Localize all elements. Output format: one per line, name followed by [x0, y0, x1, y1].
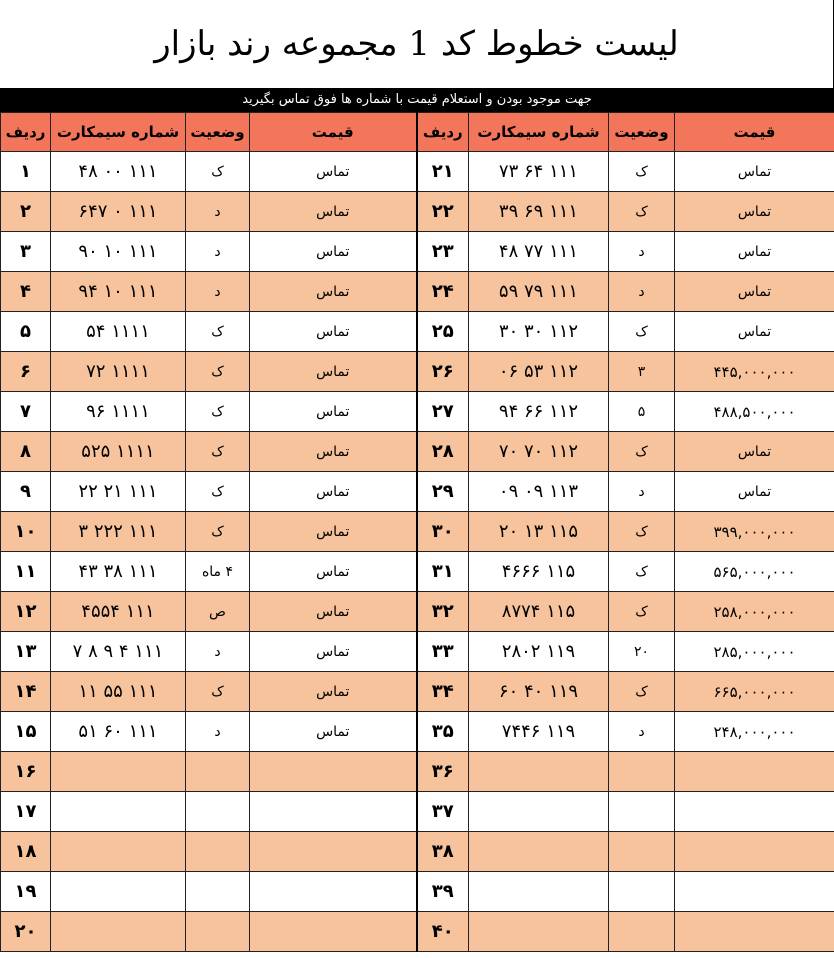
- cell-index: ۳۹: [417, 872, 469, 912]
- cell-index: ۲۰: [1, 912, 51, 952]
- contact-note: جهت موجود بودن و استعلام قیمت با شماره ها فوق تماس بگیرید: [0, 88, 834, 112]
- cell-status: ک: [609, 312, 675, 352]
- cell-price: تماس: [250, 672, 417, 712]
- cell-number: [51, 792, 186, 832]
- cell-status: د: [609, 712, 675, 752]
- cell-number: ۱۱۱ ۱۰ ۹۰: [51, 232, 186, 272]
- cell-price: [250, 912, 417, 952]
- cell-number: [469, 792, 609, 832]
- table-row: [1, 592, 834, 632]
- cell-status: [609, 912, 675, 952]
- cell-number: [51, 752, 186, 792]
- cell-index: ۳۳: [417, 632, 469, 672]
- cell-index: ۱۷: [1, 792, 51, 832]
- cell-number: ۱۱۵ ۸۷۷۴: [469, 592, 609, 632]
- column-header-index-right: ردیف: [417, 113, 469, 152]
- cell-status: ک: [186, 312, 250, 352]
- cell-index: ۵: [1, 312, 51, 352]
- cell-index: ۳۸: [417, 832, 469, 872]
- cell-price: تماس: [250, 632, 417, 672]
- column-header-status-right: وضعیت: [609, 113, 675, 152]
- cell-status: [186, 792, 250, 832]
- cell-number: [469, 752, 609, 792]
- cell-number: ۱۱۲ ۶۶ ۹۴: [469, 392, 609, 432]
- table-row: [1, 872, 834, 912]
- cell-status: ۲۰: [609, 632, 675, 672]
- cell-price: تماس: [675, 432, 834, 472]
- cell-number: ۱۱۱ ۶۰ ۵۱: [51, 712, 186, 752]
- cell-price: ۳۹۹,۰۰۰,۰۰۰: [675, 512, 834, 552]
- cell-index: ۱۵: [1, 712, 51, 752]
- cell-status: ۳: [609, 352, 675, 392]
- cell-price: تماس: [250, 552, 417, 592]
- cell-status: [186, 832, 250, 872]
- column-header-number: شماره سیمکارت: [51, 113, 186, 152]
- cell-price: [250, 872, 417, 912]
- cell-status: د: [609, 472, 675, 512]
- table-row: [1, 392, 834, 432]
- cell-status: ص: [186, 592, 250, 632]
- table-row: [1, 912, 834, 952]
- cell-index: ۲۱: [417, 152, 469, 192]
- cell-number: ۱۱۱ ۴۵۵۴: [51, 592, 186, 632]
- table-row: [1, 712, 834, 752]
- cell-status: [609, 792, 675, 832]
- table-row: [1, 832, 834, 872]
- table-row: [1, 472, 834, 512]
- cell-price: ۲۸۵,۰۰۰,۰۰۰: [675, 632, 834, 672]
- cell-price: [250, 832, 417, 872]
- cell-index: ۱۶: [1, 752, 51, 792]
- cell-number: ۱۱۱ ۳۸ ۴۳: [51, 552, 186, 592]
- table-row: [1, 432, 834, 472]
- cell-number: [51, 912, 186, 952]
- cell-price: تماس: [250, 272, 417, 312]
- cell-price: ۶۶۵,۰۰۰,۰۰۰: [675, 672, 834, 712]
- cell-price: [675, 912, 834, 952]
- cell-index: ۷: [1, 392, 51, 432]
- table-header-row: [1, 113, 834, 152]
- cell-price: تماس: [250, 232, 417, 272]
- cell-index: ۲۸: [417, 432, 469, 472]
- table-row: [1, 352, 834, 392]
- cell-status: ک: [609, 552, 675, 592]
- cell-price: تماس: [250, 152, 417, 192]
- cell-price: تماس: [250, 712, 417, 752]
- cell-price: تماس: [250, 432, 417, 472]
- cell-status: ۵: [609, 392, 675, 432]
- cell-price: ۵۶۵,۰۰۰,۰۰۰: [675, 552, 834, 592]
- cell-status: د: [609, 272, 675, 312]
- cell-status: د: [186, 192, 250, 232]
- cell-index: ۲۹: [417, 472, 469, 512]
- cell-index: ۸: [1, 432, 51, 472]
- cell-index: ۱۰: [1, 512, 51, 552]
- table-row: [1, 552, 834, 592]
- cell-number: [469, 912, 609, 952]
- cell-number: ۱۱۱ ۶۹ ۳۹: [469, 192, 609, 232]
- cell-index: ۱۳: [1, 632, 51, 672]
- cell-index: ۳۶: [417, 752, 469, 792]
- cell-number: ۱۱۲ ۷۰ ۷۰: [469, 432, 609, 472]
- cell-number: ۱۱۱۱ ۵۴: [51, 312, 186, 352]
- cell-status: [186, 912, 250, 952]
- sim-card-table: [0, 112, 834, 952]
- cell-status: د: [186, 272, 250, 312]
- cell-index: ۳۲: [417, 592, 469, 632]
- cell-price: تماس: [250, 192, 417, 232]
- cell-price: ۲۵۸,۰۰۰,۰۰۰: [675, 592, 834, 632]
- cell-number: [469, 832, 609, 872]
- cell-index: ۳: [1, 232, 51, 272]
- cell-status: ک: [186, 512, 250, 552]
- cell-number: ۱۱۱ ۲۲۲ ۳: [51, 512, 186, 552]
- cell-status: ک: [609, 432, 675, 472]
- cell-index: ۳۴: [417, 672, 469, 712]
- cell-price: تماس: [250, 312, 417, 352]
- cell-index: ۳۱: [417, 552, 469, 592]
- cell-price: [675, 792, 834, 832]
- cell-number: [51, 872, 186, 912]
- cell-number: ۱۱۱ ۵۵ ۱۱: [51, 672, 186, 712]
- cell-status: ک: [186, 352, 250, 392]
- cell-status: [609, 752, 675, 792]
- cell-price: ۲۴۸,۰۰۰,۰۰۰: [675, 712, 834, 752]
- cell-status: [186, 752, 250, 792]
- table-row: [1, 232, 834, 272]
- cell-number: ۱۱۱ ۷۹ ۵۹: [469, 272, 609, 312]
- cell-status: ک: [609, 512, 675, 552]
- column-header-index: ردیف: [1, 113, 51, 152]
- cell-status: ک: [186, 392, 250, 432]
- cell-price: [675, 872, 834, 912]
- cell-status: ک: [186, 152, 250, 192]
- cell-index: ۲۵: [417, 312, 469, 352]
- cell-status: [609, 872, 675, 912]
- table-row: [1, 632, 834, 672]
- cell-status: ک: [609, 152, 675, 192]
- cell-price: تماس: [250, 392, 417, 432]
- cell-number: ۱۱۱ ۱۰ ۹۴: [51, 272, 186, 312]
- cell-number: ۱۱۲ ۳۰ ۳۰: [469, 312, 609, 352]
- cell-price: تماس: [675, 272, 834, 312]
- cell-status: د: [186, 712, 250, 752]
- cell-index: ۲۴: [417, 272, 469, 312]
- sim-card-grid: [0, 112, 834, 952]
- cell-price: [675, 832, 834, 872]
- table-row: [1, 512, 834, 552]
- cell-index: ۱۴: [1, 672, 51, 712]
- table-row: [1, 672, 834, 712]
- cell-index: ۳۰: [417, 512, 469, 552]
- cell-index: ۱۲: [1, 592, 51, 632]
- cell-index: ۴۰: [417, 912, 469, 952]
- cell-index: ۲۳: [417, 232, 469, 272]
- cell-index: ۱۱: [1, 552, 51, 592]
- cell-index: ۶: [1, 352, 51, 392]
- cell-number: ۱۱۳ ۰۹ ۰۹: [469, 472, 609, 512]
- table-row: [1, 792, 834, 832]
- cell-status: ک: [609, 592, 675, 632]
- cell-number: ۱۱۹ ۴۰ ۶۰: [469, 672, 609, 712]
- cell-number: ۱۱۹ ۷۴۴۶: [469, 712, 609, 752]
- cell-status: [186, 872, 250, 912]
- cell-index: ۱: [1, 152, 51, 192]
- cell-price: تماس: [250, 352, 417, 392]
- cell-index: ۴: [1, 272, 51, 312]
- cell-status: ۴ ماه: [186, 552, 250, 592]
- cell-number: ۱۱۱ ۰ ۶۴۷: [51, 192, 186, 232]
- cell-price: تماس: [675, 312, 834, 352]
- cell-price: [675, 752, 834, 792]
- cell-status: ک: [186, 672, 250, 712]
- page-title: لیست خطوط کد 1 مجموعه رند بازار: [0, 0, 834, 88]
- cell-number: ۱۱۱ ۲۱ ۲۲: [51, 472, 186, 512]
- cell-price: ۴۴۵,۰۰۰,۰۰۰: [675, 352, 834, 392]
- cell-status: د: [186, 232, 250, 272]
- column-header-status: وضعیت: [186, 113, 250, 152]
- cell-index: ۱۹: [1, 872, 51, 912]
- cell-number: ۱۱۲ ۵۳ ۰۶: [469, 352, 609, 392]
- cell-index: ۹: [1, 472, 51, 512]
- cell-number: ۱۱۱۱ ۷۲: [51, 352, 186, 392]
- table-row: [1, 152, 834, 192]
- cell-number: ۱۱۱ ۰۰ ۴۸: [51, 152, 186, 192]
- cell-price: تماس: [675, 232, 834, 272]
- cell-number: ۱۱۱ ۴ ۹ ۸ ۷: [51, 632, 186, 672]
- cell-price: [250, 752, 417, 792]
- cell-index: ۲: [1, 192, 51, 232]
- cell-status: د: [186, 632, 250, 672]
- cell-price: ۴۸۸,۵۰۰,۰۰۰: [675, 392, 834, 432]
- table-row: [1, 752, 834, 792]
- table-row: [1, 312, 834, 352]
- cell-price: تماس: [250, 592, 417, 632]
- cell-number: [51, 832, 186, 872]
- cell-status: ک: [186, 432, 250, 472]
- cell-price: [250, 792, 417, 832]
- cell-price: تماس: [675, 472, 834, 512]
- cell-number: ۱۱۹ ۲۸۰۲: [469, 632, 609, 672]
- cell-number: ۱۱۵ ۱۳ ۲۰: [469, 512, 609, 552]
- cell-price: تماس: [675, 152, 834, 192]
- cell-index: ۲۶: [417, 352, 469, 392]
- cell-number: ۱۱۱ ۷۷ ۴۸: [469, 232, 609, 272]
- cell-number: ۱۱۱ ۶۴ ۷۳: [469, 152, 609, 192]
- cell-index: ۲۲: [417, 192, 469, 232]
- table-row: [1, 192, 834, 232]
- column-header-price-right: قیمت: [675, 113, 834, 152]
- cell-index: ۲۷: [417, 392, 469, 432]
- cell-number: ۱۱۵ ۴۶۶۶: [469, 552, 609, 592]
- cell-number: ۱۱۱۱ ۵۲۵: [51, 432, 186, 472]
- cell-price: تماس: [675, 192, 834, 232]
- cell-status: د: [609, 232, 675, 272]
- cell-price: تماس: [250, 472, 417, 512]
- cell-status: ک: [609, 672, 675, 712]
- cell-index: ۳۷: [417, 792, 469, 832]
- cell-number: [469, 872, 609, 912]
- cell-index: ۳۵: [417, 712, 469, 752]
- cell-price: تماس: [250, 512, 417, 552]
- column-header-price: قیمت: [250, 113, 417, 152]
- table-row: [1, 272, 834, 312]
- cell-index: ۱۸: [1, 832, 51, 872]
- cell-status: ک: [186, 472, 250, 512]
- cell-status: ک: [609, 192, 675, 232]
- cell-number: ۱۱۱۱ ۹۶: [51, 392, 186, 432]
- cell-status: [609, 832, 675, 872]
- column-header-number-right: شماره سیمکارت: [469, 113, 609, 152]
